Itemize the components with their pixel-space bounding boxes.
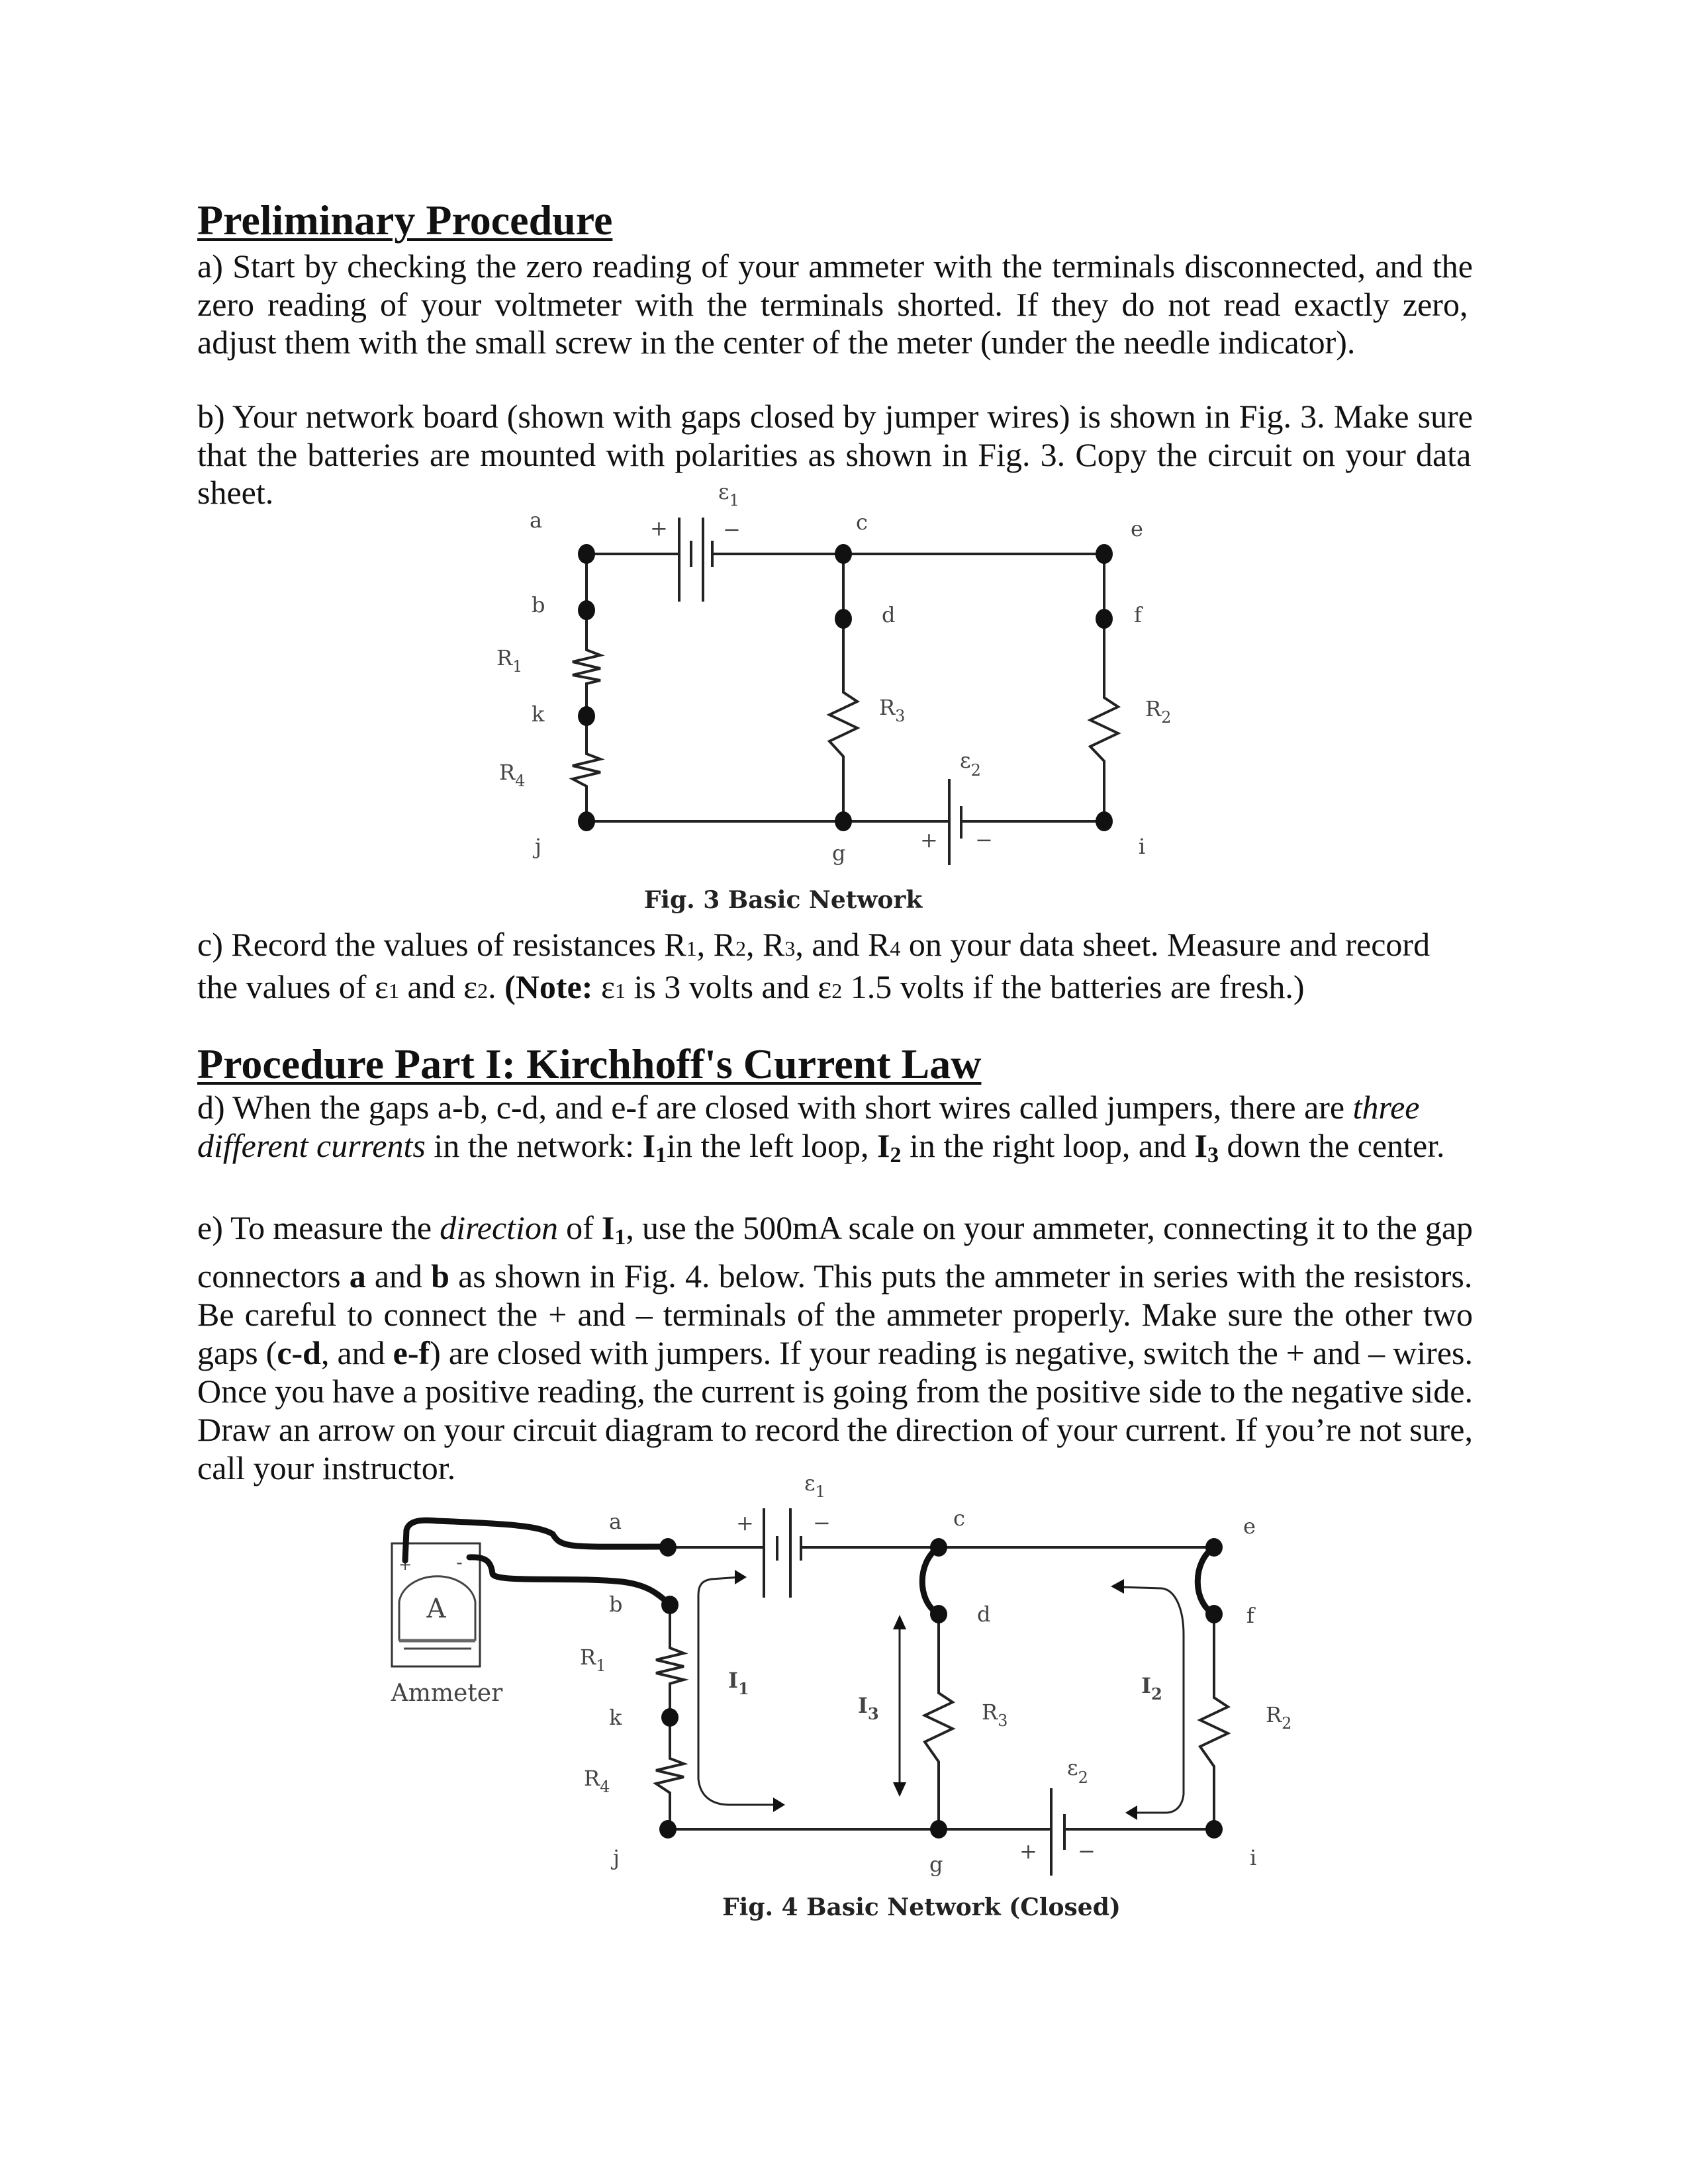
heading-procedure-part-1: Procedure Part I: Kirchhoff's Current Law: [197, 1040, 982, 1087]
label-a: a: [609, 1509, 622, 1534]
text-segment: on your data sheet. Measure and record: [900, 926, 1430, 963]
fig4-labels: [580, 1471, 1291, 1877]
text-segment: 1: [686, 936, 697, 960]
label-e: e: [1131, 516, 1143, 541]
label-plus-e1: +: [736, 1510, 754, 1535]
text-segment: and ε: [399, 968, 478, 1005]
text-segment: 1: [388, 978, 399, 1003]
text-segment: in the right loop, and: [901, 1126, 1195, 1164]
text-segment: I: [642, 1126, 656, 1164]
text-segment: b: [431, 1257, 449, 1295]
label-r2: $R_2$: [1145, 696, 1172, 727]
text-segment: 2: [831, 978, 843, 1003]
label-g: g: [832, 841, 846, 866]
heading-preliminary-procedure: Preliminary Procedure: [197, 197, 613, 244]
label-i: i: [1250, 1845, 1257, 1870]
label-f: f: [1246, 1603, 1254, 1628]
label-k: k: [609, 1705, 622, 1730]
label-j: j: [535, 834, 541, 859]
text-segment: 2: [477, 978, 489, 1003]
text-segment: sheet.: [197, 474, 274, 511]
text-segment: , use the 500mA scale on your ammeter, connecting it to the gap: [626, 1209, 1474, 1246]
text-segment: Be careful to connect the + and – terminals of the ammeter properly. Make sure the other two: [197, 1296, 1473, 1333]
label-d: d: [882, 602, 896, 627]
label-i1: $I_1$: [728, 1668, 749, 1698]
text-segment: different currents: [197, 1126, 426, 1164]
label-i2: $I_2$: [1141, 1673, 1162, 1704]
label-minus-e1: −: [813, 1510, 831, 1535]
text-segment: the values of ε: [197, 968, 389, 1005]
text-segment: Draw an arrow on your circuit diagram to record the direction of your current. If you’re not sure,: [197, 1411, 1473, 1448]
label-emf-2: $\varepsilon_2$: [960, 748, 981, 780]
text-segment: zero reading of your voltmeter with the terminals shorted. If they do not read exactly zero,: [197, 285, 1468, 323]
text-segment: , and: [320, 1334, 393, 1371]
fig3-battery-e1: [679, 518, 712, 602]
text-segment: b) Your network board (shown with gaps closed by jumper wires) is shown in Fig. 3. Make sure: [197, 398, 1473, 435]
label-emf-1: $\varepsilon_1$: [804, 1471, 825, 1501]
label-minus-e2: −: [1078, 1839, 1096, 1864]
ammeter-leads: [405, 1520, 668, 1602]
ammeter-symbol: A: [426, 1594, 446, 1624]
ammeter-minus-terminal: -: [456, 1551, 463, 1573]
text-segment: 4: [890, 936, 901, 960]
text-segment: gaps (: [197, 1334, 277, 1371]
text-segment: I: [601, 1209, 615, 1246]
text-segment: and: [365, 1257, 432, 1295]
text-segment: 1: [655, 1142, 667, 1167]
label-c: c: [953, 1506, 965, 1531]
fig3-battery-e2: [949, 779, 961, 865]
text-segment: 1.5 volts if the batteries are fresh.): [842, 968, 1305, 1005]
ammeter: [391, 1543, 503, 1707]
text-segment: 1: [614, 978, 626, 1003]
fig4-battery-e2: [1051, 1788, 1064, 1876]
text-segment: c-d: [277, 1334, 321, 1371]
label-i3: $I_3$: [858, 1693, 879, 1723]
label-r1: $R_1$: [580, 1645, 606, 1675]
text-segment: e-f: [393, 1334, 430, 1371]
text-segment: 3: [784, 936, 796, 960]
text-segment: call your instructor.: [197, 1449, 456, 1486]
label-r1: $R_1$: [496, 645, 523, 676]
label-d: d: [977, 1602, 991, 1627]
text-segment: direction: [440, 1209, 558, 1246]
text-segment: connectors: [197, 1257, 350, 1295]
text-segment: 2: [735, 936, 746, 960]
fig4-battery-e1: [764, 1508, 801, 1598]
label-r4: $R_4$: [584, 1766, 610, 1796]
label-minus-e1: −: [723, 517, 741, 542]
label-r3: $R_3$: [982, 1700, 1008, 1730]
text-segment: down the center.: [1218, 1126, 1445, 1164]
text-segment: I: [1194, 1126, 1207, 1164]
label-emf-2: $\varepsilon_2$: [1067, 1755, 1088, 1787]
label-g: g: [929, 1852, 943, 1877]
text-segment: a) Start by checking the zero reading of your ammeter with the terminals disconnected, and the: [197, 248, 1473, 285]
text-segment: c) Record the values of resistances R: [197, 926, 686, 963]
ammeter-label: Ammeter: [391, 1680, 503, 1707]
label-emf-1: $\varepsilon_1$: [718, 479, 739, 510]
text-segment: , and R: [795, 926, 890, 963]
ammeter-plus-terminal: +: [398, 1555, 412, 1574]
fig3-caption: Fig. 3 Basic Network: [643, 886, 923, 914]
text-segment: d) When the gaps a-b, c-d, and e-f are closed with short wires called jumpers, there are: [197, 1089, 1353, 1126]
label-j: j: [613, 1845, 620, 1870]
text-segment: ε: [592, 968, 615, 1005]
text-segment: three: [1352, 1089, 1420, 1126]
text-segment: in the left loop,: [667, 1126, 878, 1164]
text-segment: Once you have a positive reading, the current is going from the positive side to the negative side.: [197, 1373, 1473, 1410]
fig3-labels: [496, 479, 1171, 866]
text-segment: as shown in Fig. 4. below. This puts the ammeter in series with the resistors.: [449, 1257, 1473, 1295]
label-c: c: [856, 510, 868, 535]
text-segment: , R: [745, 926, 785, 963]
text-segment: ) are closed with jumpers. If your reading is negative, switch the + and – wires.: [430, 1334, 1473, 1371]
figure-3-basic-network: [496, 479, 1171, 914]
text-segment: adjust them with the small screw in the center of the meter (under the needle indicator).: [197, 324, 1356, 361]
fig4-jumpers: [922, 1547, 1214, 1614]
label-minus-e2: −: [975, 827, 993, 852]
label-b: b: [609, 1592, 623, 1617]
fig3-nodes: [578, 544, 1113, 831]
label-f: f: [1134, 602, 1142, 627]
text-segment: 2: [890, 1142, 902, 1167]
text-segment: that the batteries are mounted with polarities as shown in Fig. 3. Copy the circuit on your data: [197, 435, 1472, 473]
label-i: i: [1139, 834, 1146, 859]
text-segment: of: [557, 1209, 602, 1246]
label-plus-e2: +: [1019, 1839, 1037, 1864]
label-a: a: [530, 508, 543, 533]
label-r2: $R_2$: [1266, 1702, 1292, 1733]
text-segment: is 3 volts and ε: [625, 968, 832, 1005]
label-b: b: [532, 592, 545, 617]
label-plus-e1: +: [650, 516, 668, 541]
fig4-caption: Fig. 4 Basic Network (Closed): [722, 1893, 1121, 1921]
text-segment: , R: [696, 926, 735, 963]
label-r4: $R_4$: [499, 760, 526, 790]
label-r3: $R_3$: [879, 695, 906, 725]
fig3-wires: [573, 554, 1118, 821]
figure-4-basic-network-closed: [391, 1471, 1292, 1921]
label-plus-e2: +: [920, 827, 938, 852]
text-segment: a: [349, 1257, 366, 1295]
label-e: e: [1243, 1514, 1256, 1539]
label-k: k: [532, 702, 545, 727]
text-segment: e) To measure the: [197, 1209, 440, 1246]
text-segment: (Note:: [504, 968, 593, 1005]
text-segment: .: [488, 968, 505, 1005]
text-segment: 1: [614, 1225, 626, 1250]
text-segment: 3: [1207, 1142, 1219, 1167]
text-segment: I: [877, 1126, 890, 1164]
text-segment: in the network:: [425, 1126, 643, 1164]
